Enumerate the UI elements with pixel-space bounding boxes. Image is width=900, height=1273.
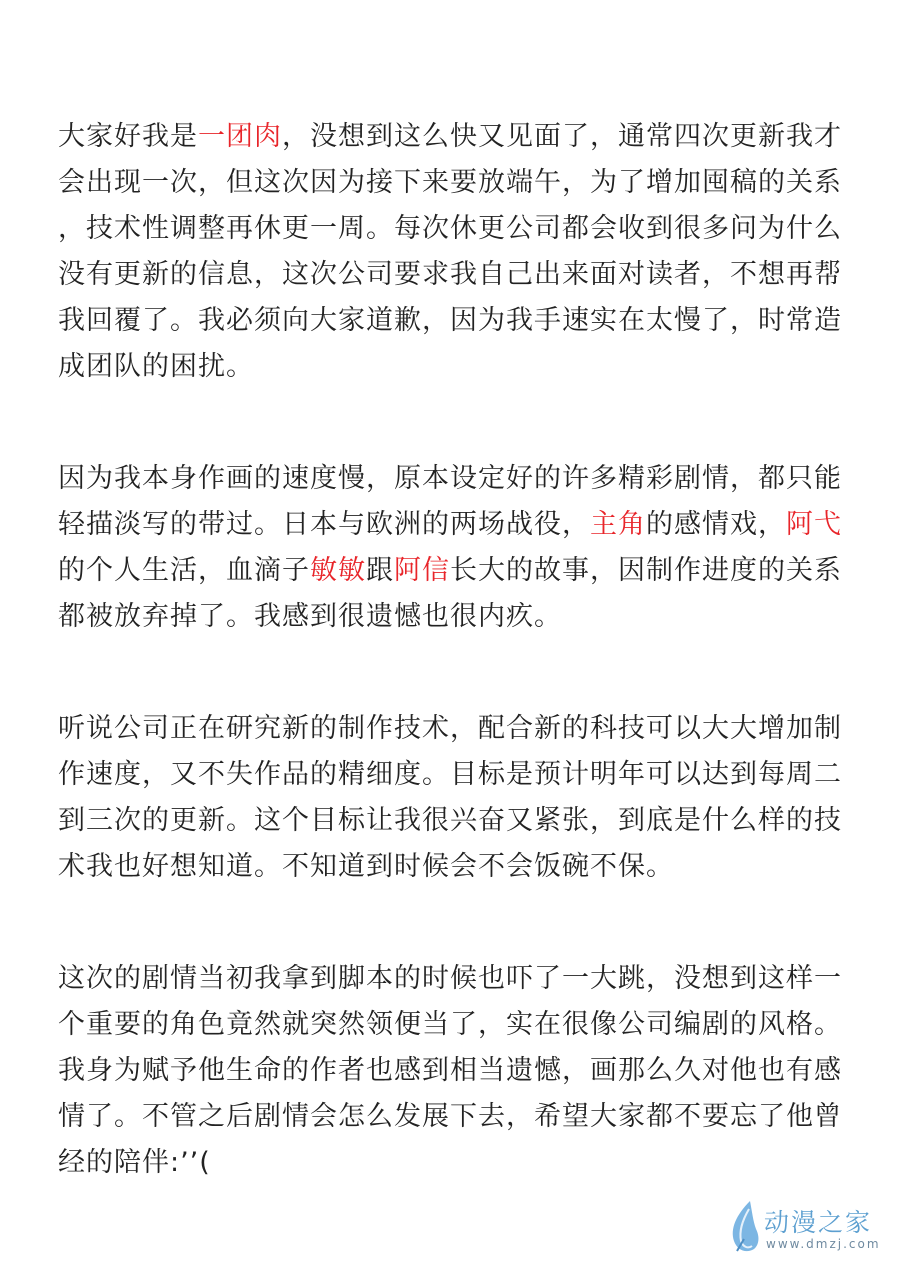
highlighted-name: 主角 — [590, 509, 646, 540]
paragraph — [58, 706, 848, 890]
text-line — [58, 1140, 848, 1186]
paragraph — [58, 956, 848, 1186]
text-line — [58, 252, 848, 298]
text-segment: ，没想到这么快又见面了，通常四次更新我才 — [282, 121, 842, 152]
paragraph — [58, 456, 848, 640]
text-line — [58, 956, 848, 1002]
text-segment: 这次的剧情当初我拿到脚本的时候也吓了一大跳，没想到这样一 — [58, 963, 842, 994]
text-segment: 的个人生活，血滴子 — [58, 555, 310, 586]
text-segment: 经的陪伴:’’( — [58, 1147, 211, 1178]
text-line — [58, 1048, 848, 1094]
highlighted-name: 敏敏 — [310, 555, 366, 586]
text-segment: 我回覆了。我必须向大家道歉，因为我手速实在太慢了，时常造 — [58, 305, 842, 336]
watermark-brand: 动漫之家 — [764, 1208, 873, 1237]
text-segment: 情了。不管之后剧情会怎么发展下去，希望大家都不要忘了他曾 — [58, 1101, 842, 1132]
text-segment: 成团队的困扰。 — [58, 351, 254, 382]
text-segment: ，技术性调整再休更一周。每次休更公司都会收到很多问为什么 — [58, 213, 842, 244]
text-line — [58, 344, 848, 390]
paragraph — [58, 114, 848, 390]
highlighted-name: 一团肉 — [198, 121, 282, 152]
text-segment: 长大的故事，因制作进度的关系 — [450, 555, 842, 586]
text-line — [58, 160, 848, 206]
text-segment: 会出现一次，但这次因为接下来要放端午，为了增加囤稿的关系 — [58, 167, 842, 198]
text-line — [58, 502, 848, 548]
text-line — [58, 594, 848, 640]
text-segment: 个重要的角色竟然就突然领便当了，实在很像公司编剧的风格。 — [58, 1009, 842, 1040]
text-line — [58, 456, 848, 502]
text-segment: 作速度，又不失作品的精细度。目标是预计明年可以达到每周二 — [58, 759, 842, 790]
text-segment: 跟 — [366, 555, 394, 586]
letter-body — [58, 114, 848, 1252]
text-segment: 到三次的更新。这个目标让我很兴奋又紧张，到底是什么样的技 — [58, 805, 842, 836]
water-drop-feather-icon — [728, 1199, 762, 1255]
highlighted-name: 阿弋 — [786, 509, 842, 540]
text-segment: 的感情戏， — [646, 509, 786, 540]
text-line — [58, 206, 848, 252]
text-segment: 听说公司正在研究新的制作技术，配合新的科技可以大大增加制 — [58, 713, 842, 744]
text-segment: 因为我本身作画的速度慢，原本设定好的许多精彩剧情，都只能 — [58, 463, 842, 494]
text-line — [58, 114, 848, 160]
site-watermark — [726, 1197, 886, 1259]
text-line — [58, 844, 848, 890]
text-line — [58, 706, 848, 752]
text-segment: 术我也好想知道。不知道到时候会不会饭碗不保。 — [58, 851, 674, 882]
text-line — [58, 548, 848, 594]
text-segment: 大家好我是 — [58, 121, 198, 152]
text-line — [58, 752, 848, 798]
text-line — [58, 1002, 848, 1048]
text-line — [58, 798, 848, 844]
watermark-url: www.dmzj.com — [766, 1237, 881, 1251]
text-line — [58, 1094, 848, 1140]
highlighted-name: 阿信 — [394, 555, 450, 586]
text-line — [58, 298, 848, 344]
text-segment: 轻描淡写的带过。日本与欧洲的两场战役， — [58, 509, 590, 540]
text-segment: 没有更新的信息，这次公司要求我自己出来面对读者，不想再帮 — [58, 259, 842, 290]
text-segment: 都被放弃掉了。我感到很遗憾也很内疚。 — [58, 601, 562, 632]
text-segment: 我身为赋予他生命的作者也感到相当遗憾，画那么久对他也有感 — [58, 1055, 842, 1086]
